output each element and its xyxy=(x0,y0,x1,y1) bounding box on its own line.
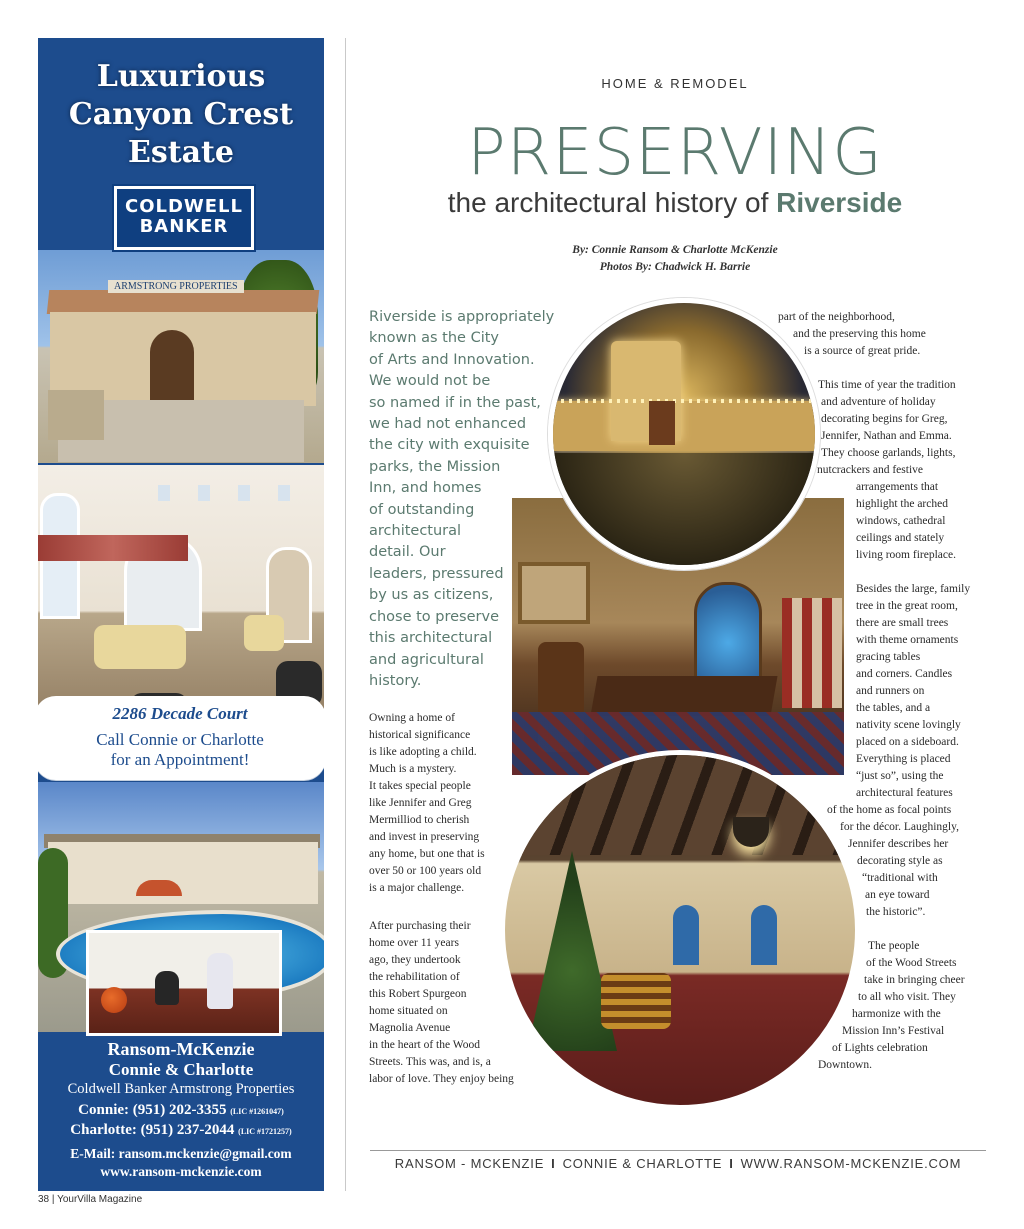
real-estate-ad xyxy=(38,38,324,1191)
text-line: the historic”. xyxy=(866,906,926,918)
text-line: known as the City xyxy=(369,330,499,347)
property-address: 2286 Decade Court xyxy=(112,704,248,723)
footer-separator: I xyxy=(729,1156,734,1171)
text-line: like Jennifer and Greg xyxy=(369,797,472,809)
estate-exterior-photo xyxy=(38,250,324,463)
text-line: leaders, pressured xyxy=(369,565,504,582)
email-link[interactable]: E-Mail: ransom.mckenzie@gmail.com xyxy=(70,1146,292,1161)
text-line: this Robert Spurgeon xyxy=(369,988,467,1000)
text-line: take in bringing cheer xyxy=(864,974,965,986)
text-line: Mission Inn’s Festival xyxy=(842,1025,945,1037)
text-line: architectural features xyxy=(856,787,953,799)
text-line: detail. Our xyxy=(369,544,446,561)
appointment-callout xyxy=(38,696,324,780)
text-line: we had not enhanced xyxy=(369,416,527,433)
text-line: Jennifer, Nathan and Emma. xyxy=(821,430,952,442)
brokerage: Coldwell Banker Armstrong Properties xyxy=(67,1081,295,1097)
text-line: and invest in preserving xyxy=(369,831,480,843)
text-line: chose to preserve xyxy=(369,608,499,625)
footer-separator: I xyxy=(551,1156,556,1171)
text-line: ceilings and stately xyxy=(856,532,945,544)
text-line: Magnolia Avenue xyxy=(369,1022,451,1034)
text-line: The people xyxy=(868,940,920,952)
phone-charlotte[interactable]: Charlotte: (951) 237-2044 (LIC #1721257) xyxy=(70,1122,292,1138)
text-line: Owning a home of xyxy=(369,712,455,724)
text-line: nutcrackers and festive xyxy=(817,464,924,476)
text-line: and agricultural xyxy=(369,651,484,668)
coldwell-banker-logo: COLDWELL BANKER xyxy=(114,186,254,250)
ad-headline: Luxurious Canyon Crest Estate xyxy=(68,59,294,170)
text-line: of Arts and Innovation. xyxy=(369,351,535,368)
text-line: home over 11 years xyxy=(369,937,459,949)
text-line: Mermilliod to cherish xyxy=(369,814,470,826)
text-line: over 50 or 100 years old xyxy=(369,865,482,877)
footer-banner xyxy=(370,1156,986,1171)
footer-names: CONNIE & CHARLOTTE xyxy=(562,1156,723,1171)
text-line: and runners on xyxy=(856,685,925,697)
text-line xyxy=(778,921,988,938)
footer-team: RANSOM - MCKENZIE xyxy=(394,1156,545,1171)
text-line: arrangements that xyxy=(856,481,939,493)
text-line: of the home as focal points xyxy=(827,804,952,816)
article-title: PRESERVING xyxy=(467,116,883,190)
text-line: is a source of great pride. xyxy=(804,345,921,357)
text-line: ago, they undertook xyxy=(369,954,461,966)
text-line: an eye toward xyxy=(865,889,930,901)
text-line: home situated on xyxy=(369,1005,448,1017)
byline-authors: By: Connie Ransom & Charlotte McKenzie xyxy=(572,244,778,256)
text-line: highlight the arched xyxy=(856,498,948,510)
text-line: of the Wood Streets xyxy=(866,957,957,969)
text-line: windows, cathedral xyxy=(856,515,946,527)
text-line: of outstanding xyxy=(369,501,475,518)
text-line: harmonize with the xyxy=(852,1008,941,1020)
text-line xyxy=(778,360,988,377)
text-line: the rehabilitation of xyxy=(369,971,460,983)
agent-names: Connie & Charlotte xyxy=(108,1060,254,1079)
text-line: decorating style as xyxy=(857,855,943,867)
text-line: Streets. This was, and is, a xyxy=(369,1056,491,1068)
section-label: HOME & REMODEL xyxy=(601,76,749,91)
text-line: Everything is placed xyxy=(856,753,951,765)
text-line: so named if in the past, xyxy=(369,394,541,411)
agents-photo xyxy=(86,930,282,1036)
website-link[interactable]: www.ransom-mckenzie.com xyxy=(100,1164,262,1179)
text-line: there are small trees xyxy=(856,617,949,629)
living-room-photo xyxy=(38,465,324,730)
call-to-action: Call Connie or Charlotte for an Appointment! xyxy=(96,730,264,769)
text-line: living room fireplace. xyxy=(856,549,956,561)
text-line: historical significance xyxy=(369,729,471,741)
text-line: They choose garlands, lights, xyxy=(821,447,956,459)
armstrong-properties-sign: ARMSTRONG PROPERTIES xyxy=(108,280,244,293)
column-divider xyxy=(345,38,346,1191)
text-line: decorating begins for Greg, xyxy=(821,413,948,425)
text-line: the tables, and a xyxy=(856,702,931,714)
page-number: 38 | YourVilla Magazine xyxy=(38,1194,143,1205)
text-line: of Lights celebration xyxy=(832,1042,928,1054)
footer-rule xyxy=(370,1150,986,1151)
byline xyxy=(370,242,980,276)
text-line: nativity scene lovingly xyxy=(856,719,961,731)
phone-connie[interactable]: Connie: (951) 202-3355 (LIC #1261047) xyxy=(78,1102,284,1118)
text-line: labor of love. They enjoy being xyxy=(369,1073,514,1085)
text-line: placed on a sideboard. xyxy=(856,736,959,748)
text-line: part of the neighborhood, xyxy=(778,311,895,323)
byline-photos: Photos By: Chadwick H. Barrie xyxy=(599,261,751,273)
text-line: gracing tables xyxy=(856,651,921,663)
text-line: “just so”, using the xyxy=(856,770,944,782)
text-line: is like adopting a child. xyxy=(369,746,477,758)
footer-website[interactable]: WWW.RANSOM-MCKENZIE.COM xyxy=(740,1156,962,1171)
text-line: any home, but one that is xyxy=(369,848,485,860)
text-line: We would not be xyxy=(369,373,491,390)
text-line: After purchasing their xyxy=(369,920,471,932)
text-line: and corners. Candles xyxy=(856,668,953,680)
text-line: Besides the large, family xyxy=(856,583,971,595)
text-line: for the décor. Laughingly, xyxy=(840,821,960,833)
team-name: Ransom-McKenzie xyxy=(107,1039,255,1059)
text-line: architectural xyxy=(369,523,462,540)
text-line: “traditional with xyxy=(862,872,938,884)
text-line: history. xyxy=(369,672,422,689)
text-line: Riverside is appropriately xyxy=(369,309,555,325)
text-line: and the preserving this home xyxy=(793,328,926,340)
text-line: tree in the great room, xyxy=(856,600,958,612)
text-line: is a major challenge. xyxy=(369,882,465,894)
text-line: parks, the Mission xyxy=(369,458,501,475)
text-line: to all who visit. They xyxy=(858,991,956,1003)
text-line: this architectural xyxy=(369,630,493,647)
text-line: Downtown. xyxy=(818,1059,872,1071)
subtitle-emphasis: Riverside xyxy=(776,187,903,218)
text-line: with theme ornaments xyxy=(856,634,959,646)
text-line: in the heart of the Wood xyxy=(369,1039,480,1051)
text-line xyxy=(778,564,988,581)
text-line: and adventure of holiday xyxy=(821,396,936,408)
body-column-right xyxy=(778,309,988,1074)
text-line: It takes special people xyxy=(369,780,471,792)
text-line: This time of year the tradition xyxy=(818,379,956,391)
text-line: Much is a mystery. xyxy=(369,763,457,775)
article-subtitle: the architectural history of Riverside xyxy=(447,187,903,218)
agent-contact-block xyxy=(38,1038,324,1180)
text-line: Inn, and homes xyxy=(369,480,482,497)
text-line: Jennifer describes her xyxy=(848,838,949,850)
text-line: the city with exquisite xyxy=(369,437,530,454)
text-line: by us as citizens, xyxy=(369,587,494,604)
